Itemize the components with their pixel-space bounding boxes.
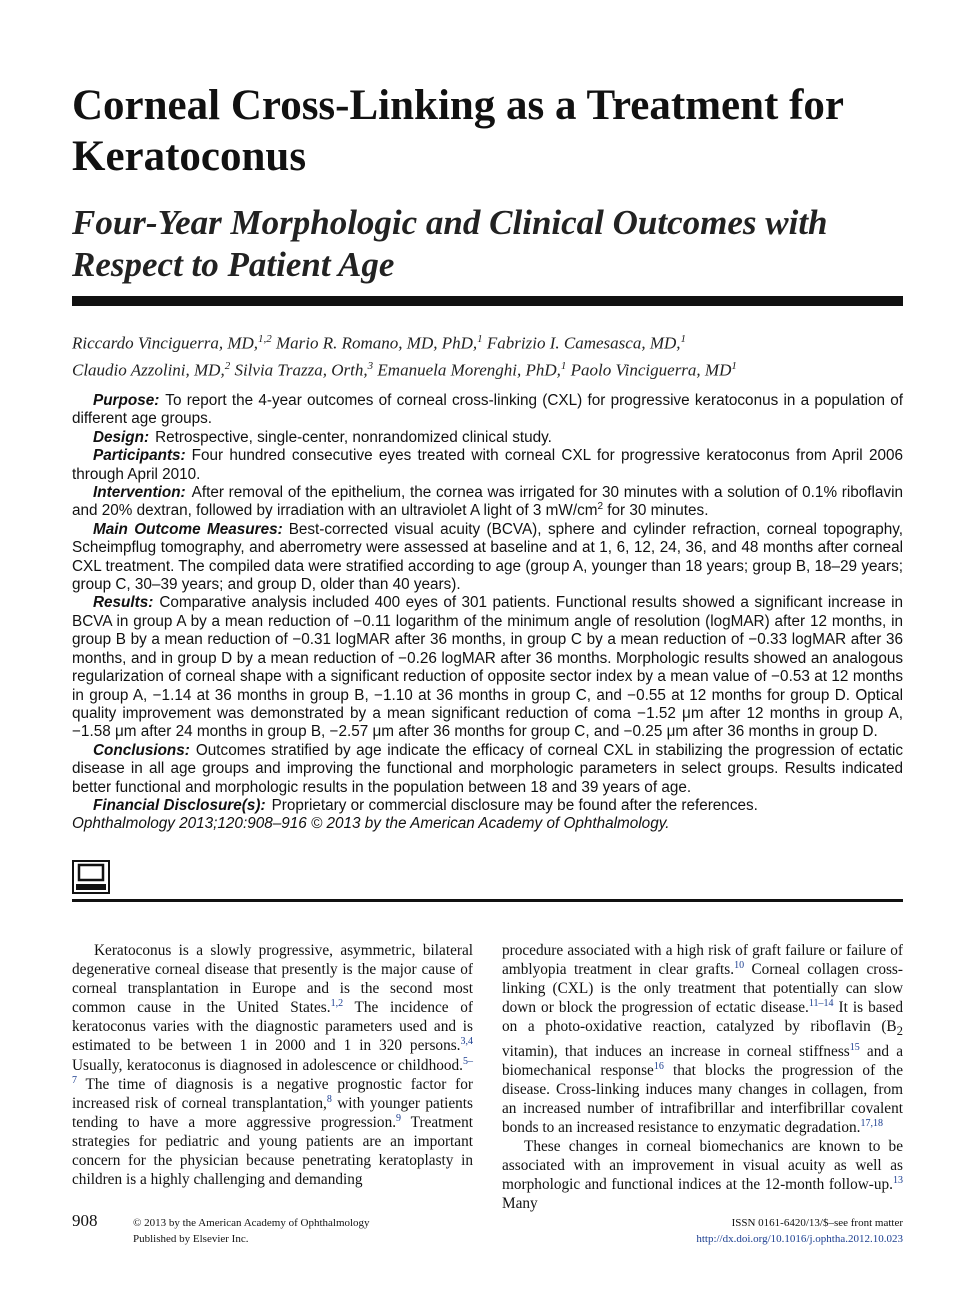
section-text: Comparative analysis included 400 eyes of 301 patients. Functional results showed a significant increase in BCVA in group A by a mean reduction of −0.11 logarithm of the minimum angle of resolution (logMAR) after 12 months, in group B by a mean reduction of −0.31 logMAR after 36 months, in group C by a mean reduction of −0.33 logMAR after 36 months, and in group D by a mean reduction of −0.26 logMAR after 36 months. Morphologic results showed an analogous regularization of corneal shape with a significant reduction of opposite sector index by a mean value of −0.53 at 12 months in group A, −1.14 at 36 months in group B, −1.10 at 36 months in group C, and −0.55 at 12 months for group D. Optical quality improvement was demonstrated by a mean significant reduction of coma −1.52 μm after 12 months in group A, −1.58 μm after 24 months in group B, −2.57 μm after 36 months for group C, and −0.25 μm after 36 months in group D. bbox=[72, 594, 903, 741]
author-affiliation: 1 bbox=[477, 333, 483, 345]
section-label: Design: bbox=[93, 428, 150, 446]
reference-link[interactable]: 16 bbox=[653, 1060, 664, 1072]
body-paragraph bbox=[502, 1137, 903, 1213]
body-text: Treatment strategies for pediatric and young patients are an important concern for the physician because penetrating keratoplasty in children is a highly challenging and demanding bbox=[72, 1113, 473, 1189]
section-label: Results: bbox=[93, 594, 154, 612]
abstract-conclusions bbox=[72, 742, 903, 797]
issn-line: ISSN 0161-6420/13/$–see front matter bbox=[731, 1217, 903, 1229]
section-text: Proprietary or commercial disclosure may be found after the references. bbox=[271, 796, 758, 814]
author-name: Paolo Vinciguerra, MD bbox=[570, 360, 732, 380]
author-name: Mario R. Romano, MD, PhD, bbox=[276, 333, 478, 353]
reference-link[interactable]: 9 bbox=[396, 1112, 402, 1124]
body-text: These changes in corneal biomechanics are known to be associated with an improvement in visual acuity as well as morphologic and functional indices at the 12-month follow-up. bbox=[502, 1137, 903, 1194]
abstract-citation bbox=[72, 815, 903, 833]
article-title: Corneal Cross-Linking as a Treatment for Keratoconus bbox=[72, 82, 844, 180]
section-label: Financial Disclosure(s): bbox=[93, 796, 266, 814]
body-text: Usually, keratoconus is diagnosed in adolescence or childhood. bbox=[72, 1056, 463, 1074]
footer-copyright bbox=[133, 1215, 370, 1247]
abstract-divider bbox=[72, 899, 903, 902]
body-text: vitamin), that induces an increase in corneal stiffness bbox=[502, 1042, 850, 1060]
author-line-2 bbox=[72, 355, 912, 382]
copyright-line: © 2013 by the American Academy of Ophthalmology bbox=[133, 1217, 370, 1229]
article-subtitle: Four-Year Morphologic and Clinical Outcomes with Respect to Patient Age bbox=[72, 203, 828, 284]
author-line-1 bbox=[72, 328, 912, 355]
body-column-right bbox=[502, 941, 903, 1213]
abstract-results bbox=[72, 594, 903, 741]
author-name: Silvia Trazza, Orth, bbox=[234, 360, 368, 380]
body-text: that blocks the progression of the disease. Cross-linking induces many changes in collagen, from an increased number of intrafibrillar and interfibrillar covalent bonds to an increased resistance to enzymatic degradation. bbox=[502, 1061, 903, 1136]
body-text: Keratoconus is a slowly progressive, asymmetric, bilateral degenerative corneal disease that presently is the major cause of corneal transplantation in Europe and is the second most common cause in the United States. bbox=[72, 942, 473, 1017]
section-text: for 30 minutes. bbox=[603, 502, 709, 520]
doi-link[interactable]: http://dx.doi.org/10.1016/j.ophtha.2012.10.023 bbox=[696, 1233, 903, 1245]
abstract-disclosure bbox=[72, 797, 903, 815]
author-affiliation: 1 bbox=[560, 359, 567, 372]
computer-monitor-icon[interactable] bbox=[72, 860, 110, 894]
body-text: The time of diagnosis is a negative prognostic factor for increased risk of corneal transplantation, bbox=[72, 1075, 473, 1112]
reference-link[interactable]: 11–14 bbox=[808, 998, 834, 1010]
body-text: It is based on a photo-oxidative reaction, catalyzed by riboflavin (B bbox=[502, 999, 903, 1036]
author-name: Fabrizio I. Camesasca, MD, bbox=[486, 333, 681, 353]
abstract-measures bbox=[72, 521, 903, 595]
reference-link[interactable]: 3,4 bbox=[460, 1036, 473, 1048]
title-divider bbox=[72, 296, 903, 306]
publisher-line: Published by Elsevier Inc. bbox=[133, 1233, 249, 1245]
section-label: Intervention: bbox=[93, 484, 186, 502]
body-text: The incidence of keratoconus varies with the diagnostic parameters used and is estimated to be between 1 in 2000 and 1 in 320 persons. bbox=[72, 999, 473, 1055]
citation-text: Ophthalmology 2013;120:908–916 © 2013 by the American Academy of Ophthalmology. bbox=[72, 815, 670, 833]
section-label: Purpose: bbox=[93, 392, 160, 409]
section-label: Main Outcome Measures: bbox=[93, 520, 283, 538]
body-paragraph bbox=[72, 941, 473, 1189]
abstract-participants bbox=[72, 447, 903, 484]
body-text: and a biomechanical response bbox=[502, 1042, 903, 1079]
body-column-left bbox=[72, 941, 473, 1189]
author-list bbox=[72, 328, 912, 381]
superscript: 2 bbox=[597, 501, 604, 513]
author-affiliation: 3 bbox=[367, 359, 374, 372]
section-label: Participants: bbox=[93, 447, 186, 465]
abstract bbox=[72, 392, 903, 834]
abstract-intervention bbox=[72, 484, 903, 521]
reference-link[interactable]: 5–7 bbox=[72, 1055, 473, 1086]
author-name: Claudio Azzolini, MD, bbox=[72, 360, 225, 380]
body-text: Corneal collagen cross-linking (CXL) is the only treatment that potentially can slow down or block the progression of ectatic disease. bbox=[502, 961, 903, 1017]
reference-link[interactable]: 17,18 bbox=[860, 1117, 883, 1129]
body-text: procedure associated with a high risk of graft failure or failure of amblyopia treatment in clear grafts. bbox=[502, 942, 903, 979]
abstract-purpose bbox=[72, 392, 903, 429]
author-name: Emanuela Morenghi, PhD, bbox=[377, 360, 561, 380]
section-label: Conclusions: bbox=[93, 741, 190, 759]
section-text: Outcomes stratified by age indicate the efficacy of corneal CXL in stabilizing the progression of ectatic disease in all age groups and improving the functional and morphologic parameters in select groups. Results indicated better functional and morphologic results in the population between 18 and 39 years of age. bbox=[72, 741, 903, 796]
author-name: Riccardo Vinciguerra, MD, bbox=[72, 333, 259, 353]
body-paragraph bbox=[502, 941, 903, 1137]
author-affiliation: 1 bbox=[680, 333, 687, 345]
footer-identifiers bbox=[696, 1215, 903, 1247]
reference-link[interactable]: 1,2 bbox=[330, 998, 344, 1010]
section-text: Retrospective, single-center, nonrandomized clinical study. bbox=[155, 428, 552, 446]
reference-link[interactable]: 8 bbox=[326, 1093, 332, 1105]
author-affiliation: 2 bbox=[224, 359, 231, 372]
section-text: To report the 4-year outcomes of corneal cross-linking (CXL) for progressive keratoconus in a population of different age groups. bbox=[72, 392, 903, 428]
body-text: with younger patients tending to have a more aggressive progression. bbox=[72, 1094, 473, 1131]
reference-link[interactable]: 15 bbox=[849, 1041, 860, 1053]
section-text: After removal of the epithelium, the cornea was irrigated for 30 minutes with a solution of 0.1% riboflavin and 20% dextran, followed by irradiation with an ultraviolet A light of 3 mW/cm bbox=[72, 484, 903, 520]
reference-link[interactable]: 10 bbox=[734, 960, 745, 971]
section-text: Best-corrected visual acuity (BCVA), sphere and cylinder refraction, corneal topography, Scheimpflug tomography, and aberrometry were assessed at baseline and at 1, 6, 12, 24, 36, and 48 months after corneal CXL treatment. The compiled data were stratified according to age (group A, younger than 18 years; group B, 18–29 years; group C, 30–39 years; and group D, older than 40 years). bbox=[72, 520, 904, 594]
abstract-design bbox=[72, 429, 903, 447]
page-number: 908 bbox=[72, 1211, 98, 1230]
author-affiliation: 1 bbox=[731, 359, 737, 372]
author-affiliation: 1,2 bbox=[258, 333, 272, 345]
subscript: 2 bbox=[896, 1024, 903, 1039]
section-text: Four hundred consecutive eyes treated with corneal CXL for progressive keratoconus from April 2006 through April 2010. bbox=[72, 447, 903, 483]
reference-link[interactable]: 13 bbox=[893, 1175, 903, 1187]
body-text: Many bbox=[502, 1195, 538, 1213]
